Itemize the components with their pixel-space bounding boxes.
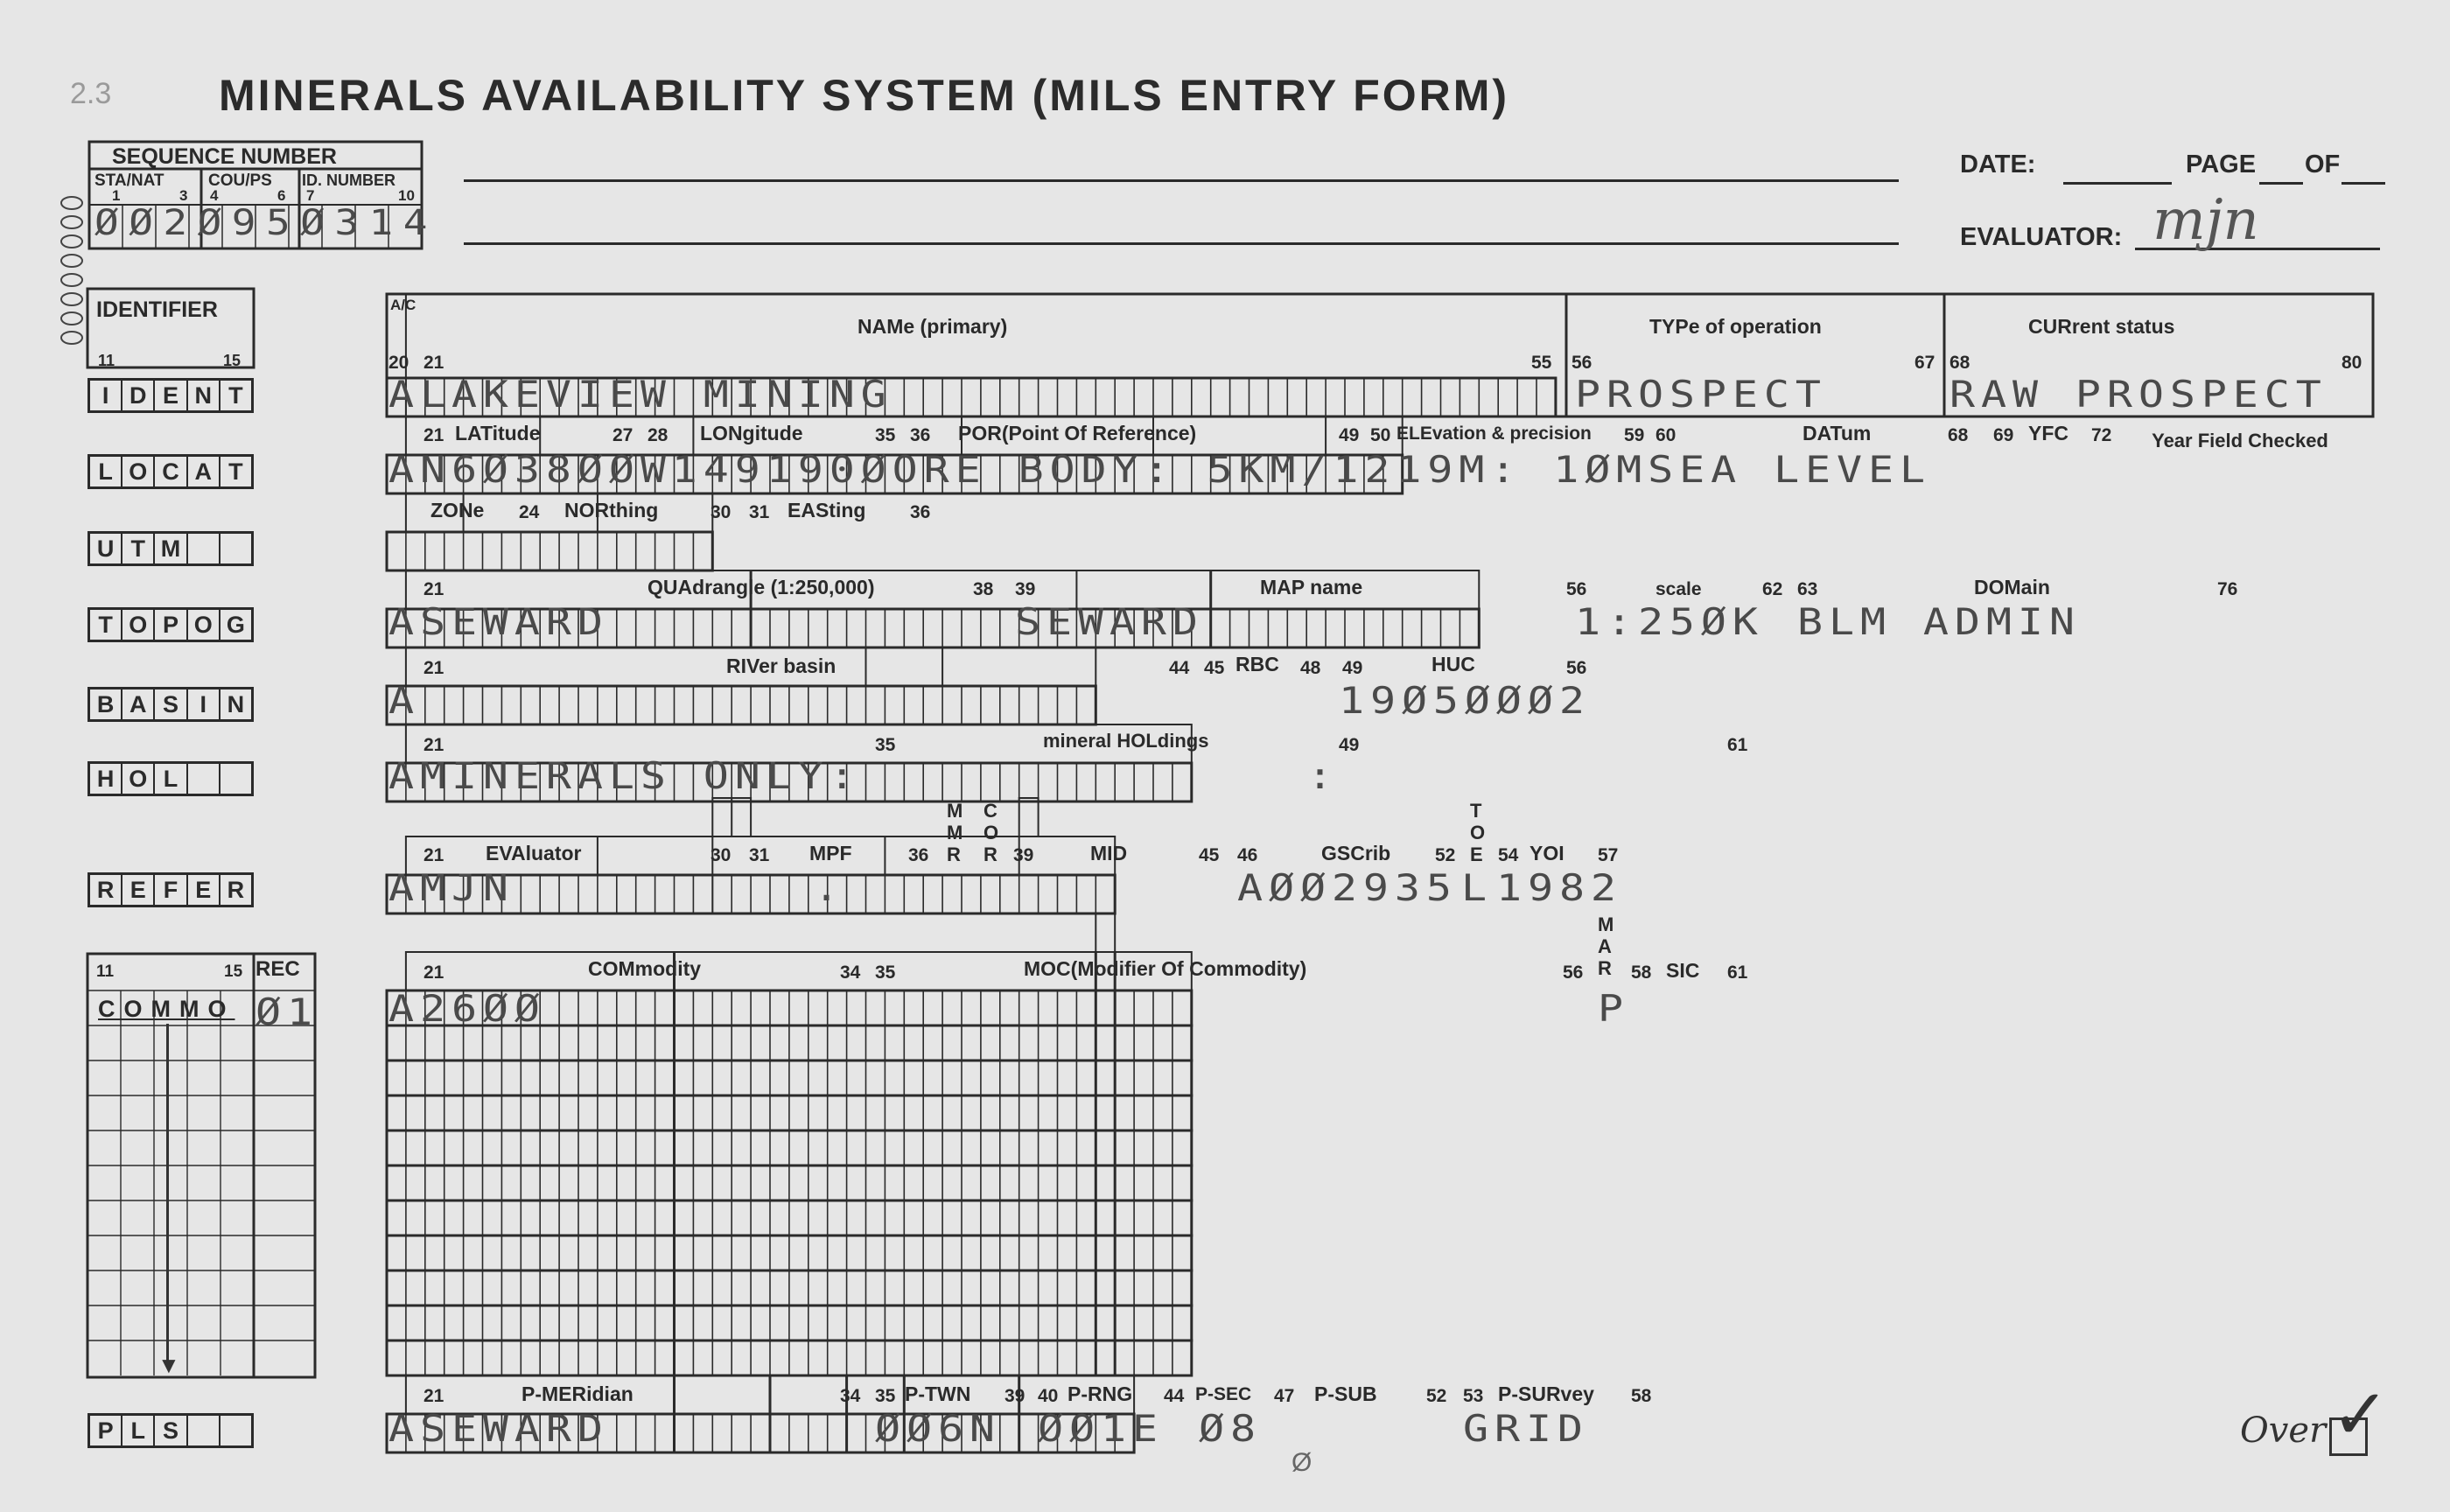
of-field[interactable]: [2342, 182, 2385, 185]
identifier-15: 15: [223, 352, 242, 369]
page-label: PAGE: [2186, 150, 2257, 178]
lon-header: LONgitude: [700, 422, 803, 444]
mpf-value[interactable]: .: [814, 866, 845, 909]
basin-n49: 49: [1342, 658, 1363, 678]
toe-header: TOE: [1470, 800, 1486, 865]
hol-n35: 35: [875, 735, 896, 755]
utm-n36: 36: [910, 502, 931, 522]
pmer-value[interactable]: ASEWARD: [388, 1407, 609, 1450]
basin-n21: 21: [424, 658, 444, 678]
topog-n63: 63: [1797, 579, 1818, 599]
ident-n68: 68: [1950, 353, 1970, 373]
qua-header: QUAdrangle (1:250,000): [648, 576, 875, 598]
refer-n52: 52: [1435, 845, 1456, 865]
checkmark-icon: ✓: [2331, 1376, 2390, 1453]
yfc-note: Year Field Checked: [2152, 430, 2328, 452]
psur-header: P-SURvey: [1498, 1382, 1594, 1405]
refer-n31: 31: [749, 845, 770, 865]
locat-n28: 28: [648, 425, 668, 445]
header-line-1: [464, 179, 1899, 182]
locat-n50: 50: [1370, 425, 1391, 445]
prng-value[interactable]: ØØ1E: [1038, 1407, 1164, 1450]
type-header: TYPe of operation: [1649, 315, 1822, 338]
page-field[interactable]: [2259, 182, 2303, 185]
seq-col-3: 3: [179, 187, 188, 204]
qua-value[interactable]: ASEWARD: [388, 600, 609, 643]
slashed-zero-note: Ø: [1292, 1448, 1312, 1477]
ident-n80: 80: [2342, 353, 2362, 373]
corner-mark: 2.3: [70, 77, 112, 110]
commo-label: COMMO: [98, 996, 235, 1022]
eva-value[interactable]: AMJN: [388, 866, 514, 909]
identifier-11: 11: [98, 352, 116, 369]
cur-header: CURrent status: [2028, 315, 2175, 338]
cou-ps-label: COU/PS: [208, 172, 272, 190]
moc-header: MOC(Modifier Of Commodity): [1024, 957, 1307, 980]
pls-n53: 53: [1463, 1386, 1484, 1406]
refer-n21: 21: [424, 845, 444, 865]
utm-n24: 24: [519, 502, 540, 522]
psub-header: P-SUB: [1314, 1382, 1377, 1405]
commo-arrow-shaft: [166, 1024, 169, 1361]
sic-header: SIC: [1666, 959, 1700, 982]
locat-n27: 27: [612, 425, 634, 445]
hol-value[interactable]: AMINERALS ONLY:: [388, 754, 861, 797]
com-value[interactable]: A26ØØ: [388, 987, 546, 1030]
psur-value[interactable]: GRID: [1463, 1407, 1589, 1450]
refer-n46: 46: [1237, 845, 1258, 865]
locat-n49: 49: [1339, 425, 1360, 445]
mid-header: MID: [1090, 842, 1128, 864]
of-label: OF: [2305, 150, 2341, 178]
ident-n21: 21: [424, 353, 444, 373]
utm-n30: 30: [710, 502, 732, 522]
psec-value[interactable]: Ø8: [1199, 1407, 1262, 1450]
seq-col-10: 10: [398, 187, 415, 204]
seq-col-7: 7: [306, 187, 315, 204]
basin-n48: 48: [1300, 658, 1321, 678]
basin-n56: 56: [1566, 658, 1587, 678]
pls-n34: 34: [840, 1386, 861, 1406]
gsc-header: GSCrib: [1321, 842, 1391, 864]
basin-a-value[interactable]: A: [388, 679, 420, 722]
toe-value[interactable]: L: [1461, 866, 1493, 909]
cor-header: COR: [984, 800, 999, 865]
map-value[interactable]: SEWARD: [1015, 600, 1204, 643]
gsc-value[interactable]: AØØ2935: [1237, 866, 1458, 909]
seq-col-4: 4: [210, 187, 219, 204]
nor-header: NORthing: [564, 499, 659, 522]
lat-header: LATitude: [455, 422, 541, 444]
basin-n44: 44: [1169, 658, 1190, 678]
eas-header: EASting: [788, 499, 866, 522]
sequence-number-value[interactable]: ØØ2Ø95Ø314: [94, 203, 438, 243]
yfc-header: YFC: [2028, 422, 2068, 444]
commo-n56: 56: [1563, 962, 1584, 983]
utm-n31: 31: [749, 502, 770, 522]
pls-n44: 44: [1164, 1386, 1185, 1406]
commo-n35: 35: [875, 962, 896, 983]
name-header: NAMe (primary): [858, 315, 1008, 338]
locat-value[interactable]: AN6Ø38ØØW149190ØORE BODY: 5KM/1219M: 1ØMSEA LEVEL: [388, 448, 1931, 491]
dom-header: DOMain: [1974, 576, 2050, 598]
commo-n21: 21: [424, 962, 444, 983]
topog-n76: 76: [2217, 579, 2238, 599]
por-header: POR(Point Of Reference): [958, 422, 1197, 444]
seq-col-6: 6: [277, 187, 286, 204]
ident-n67: 67: [1914, 353, 1936, 373]
row-utm: U T M: [88, 531, 254, 566]
rec-value[interactable]: Ø1: [256, 990, 318, 1033]
row-hol: H O L: [88, 761, 254, 796]
topog-n56: 56: [1566, 579, 1587, 599]
type-value[interactable]: PROSPECT: [1575, 373, 1827, 416]
yoi-value[interactable]: 1982: [1496, 866, 1622, 909]
ac-label: A/C: [390, 297, 416, 313]
huc-header: HUC: [1432, 653, 1475, 676]
rec-label: REC: [256, 957, 300, 981]
topog-n39: 39: [1015, 579, 1036, 599]
pls-n39: 39: [1004, 1386, 1026, 1406]
seq-col-1: 1: [112, 187, 121, 204]
dat-header: DATum: [1802, 422, 1872, 444]
prng-header: P-RNG: [1068, 1382, 1133, 1405]
ident-n20: 20: [388, 353, 410, 373]
locat-n60: 60: [1656, 425, 1676, 445]
hol-colon: :: [1307, 754, 1339, 797]
eva-header: EVAluator: [486, 842, 582, 864]
commo-n58: 58: [1631, 962, 1652, 983]
commo-11: 11: [96, 962, 115, 981]
seq-title: SEQUENCE NUMBER: [112, 144, 337, 169]
pls-n58: 58: [1631, 1386, 1652, 1406]
locat-n36: 36: [910, 425, 931, 445]
mar-header: MAR: [1598, 914, 1614, 979]
pls-n47: 47: [1274, 1386, 1295, 1406]
row-refer: R E F E R: [88, 872, 254, 907]
id-number-label: ID. NUMBER: [302, 172, 396, 189]
evaluator-signature: mjn: [2152, 188, 2259, 253]
pls-n35: 35: [875, 1386, 896, 1406]
topog-n21: 21: [424, 579, 444, 599]
row-topog: T O P O G: [88, 607, 254, 642]
sta-nat-label: STA/NAT: [94, 172, 164, 190]
scale-header: scale: [1656, 579, 1702, 599]
date-field[interactable]: [2063, 182, 2172, 185]
binder-holes: [58, 194, 84, 348]
locat-n69: 69: [1993, 425, 2014, 445]
row-pls: P L S: [88, 1413, 254, 1448]
arrow-down-icon: ▼: [158, 1352, 180, 1378]
refer-n54: 54: [1498, 845, 1519, 865]
cur-value[interactable]: RAW PROSPECT: [1950, 373, 2328, 416]
commo-15: 15: [224, 962, 243, 981]
refer-n45: 45: [1199, 845, 1220, 865]
commo-n61: 61: [1727, 962, 1748, 983]
topog-n38: 38: [973, 579, 994, 599]
basin-n45: 45: [1204, 658, 1225, 678]
hol-n49: 49: [1339, 735, 1360, 755]
yoi-header: YOI: [1530, 842, 1564, 864]
com-header: COMmodity: [588, 957, 702, 980]
mmr-header: MMR: [947, 800, 963, 865]
locat-n72: 72: [2091, 425, 2112, 445]
ident-n55: 55: [1531, 353, 1552, 373]
mar-value[interactable]: P: [1598, 987, 1629, 1030]
dom-value[interactable]: BLM ADMIN: [1797, 600, 2081, 643]
zone-header: ZONe: [430, 499, 485, 522]
ident-n56: 56: [1572, 353, 1592, 373]
refer-n30: 30: [710, 845, 732, 865]
row-basin: B A S I N: [88, 687, 254, 722]
locat-n35: 35: [875, 425, 896, 445]
pmer-header: P-MERidian: [522, 1382, 634, 1405]
scale-value[interactable]: 1:25ØK: [1575, 600, 1764, 643]
row-ident: I D E N T: [88, 378, 254, 413]
refer-n57: 57: [1598, 845, 1619, 865]
ptwn-value[interactable]: ØØ6N: [875, 1407, 1001, 1450]
locat-n59: 59: [1624, 425, 1645, 445]
hol-header: mineral HOLdings: [1043, 730, 1209, 752]
form-title: MINERALS AVAILABILITY SYSTEM (MILS ENTRY FORM): [219, 71, 1510, 120]
psec-header: P-SEC: [1195, 1384, 1252, 1404]
commo-n34: 34: [840, 962, 861, 983]
over-label: Over: [2240, 1410, 2327, 1451]
hol-n61: 61: [1727, 735, 1748, 755]
map-header: MAP name: [1260, 576, 1363, 598]
identifier-title: IDENTIFIER: [96, 298, 218, 322]
locat-n68: 68: [1948, 425, 1969, 445]
locat-n21: 21: [424, 425, 444, 445]
ptwn-header: P-TWN: [905, 1382, 971, 1405]
hol-n21: 21: [424, 735, 444, 755]
pls-n52: 52: [1426, 1386, 1447, 1406]
mpf-header: MPF: [809, 842, 852, 864]
evaluator-label: EVALUATOR:: [1960, 223, 2123, 251]
rbc-header: RBC: [1236, 653, 1279, 676]
name-value[interactable]: ALAKEVIEW MINING: [388, 373, 892, 416]
date-label: DATE:: [1960, 150, 2036, 178]
refer-n39: 39: [1013, 845, 1034, 865]
topog-n62: 62: [1762, 579, 1783, 599]
header-line-2: [464, 242, 1899, 245]
pls-n21: 21: [424, 1386, 444, 1406]
huc-value[interactable]: 19Ø5ØØØ2: [1339, 679, 1591, 722]
refer-n36: 36: [908, 845, 929, 865]
pls-n40: 40: [1038, 1386, 1059, 1406]
riv-header: RIVer basin: [726, 654, 836, 677]
row-locat: L O C A T: [88, 454, 254, 489]
elev-header: ELEvation & precision: [1396, 424, 1592, 444]
